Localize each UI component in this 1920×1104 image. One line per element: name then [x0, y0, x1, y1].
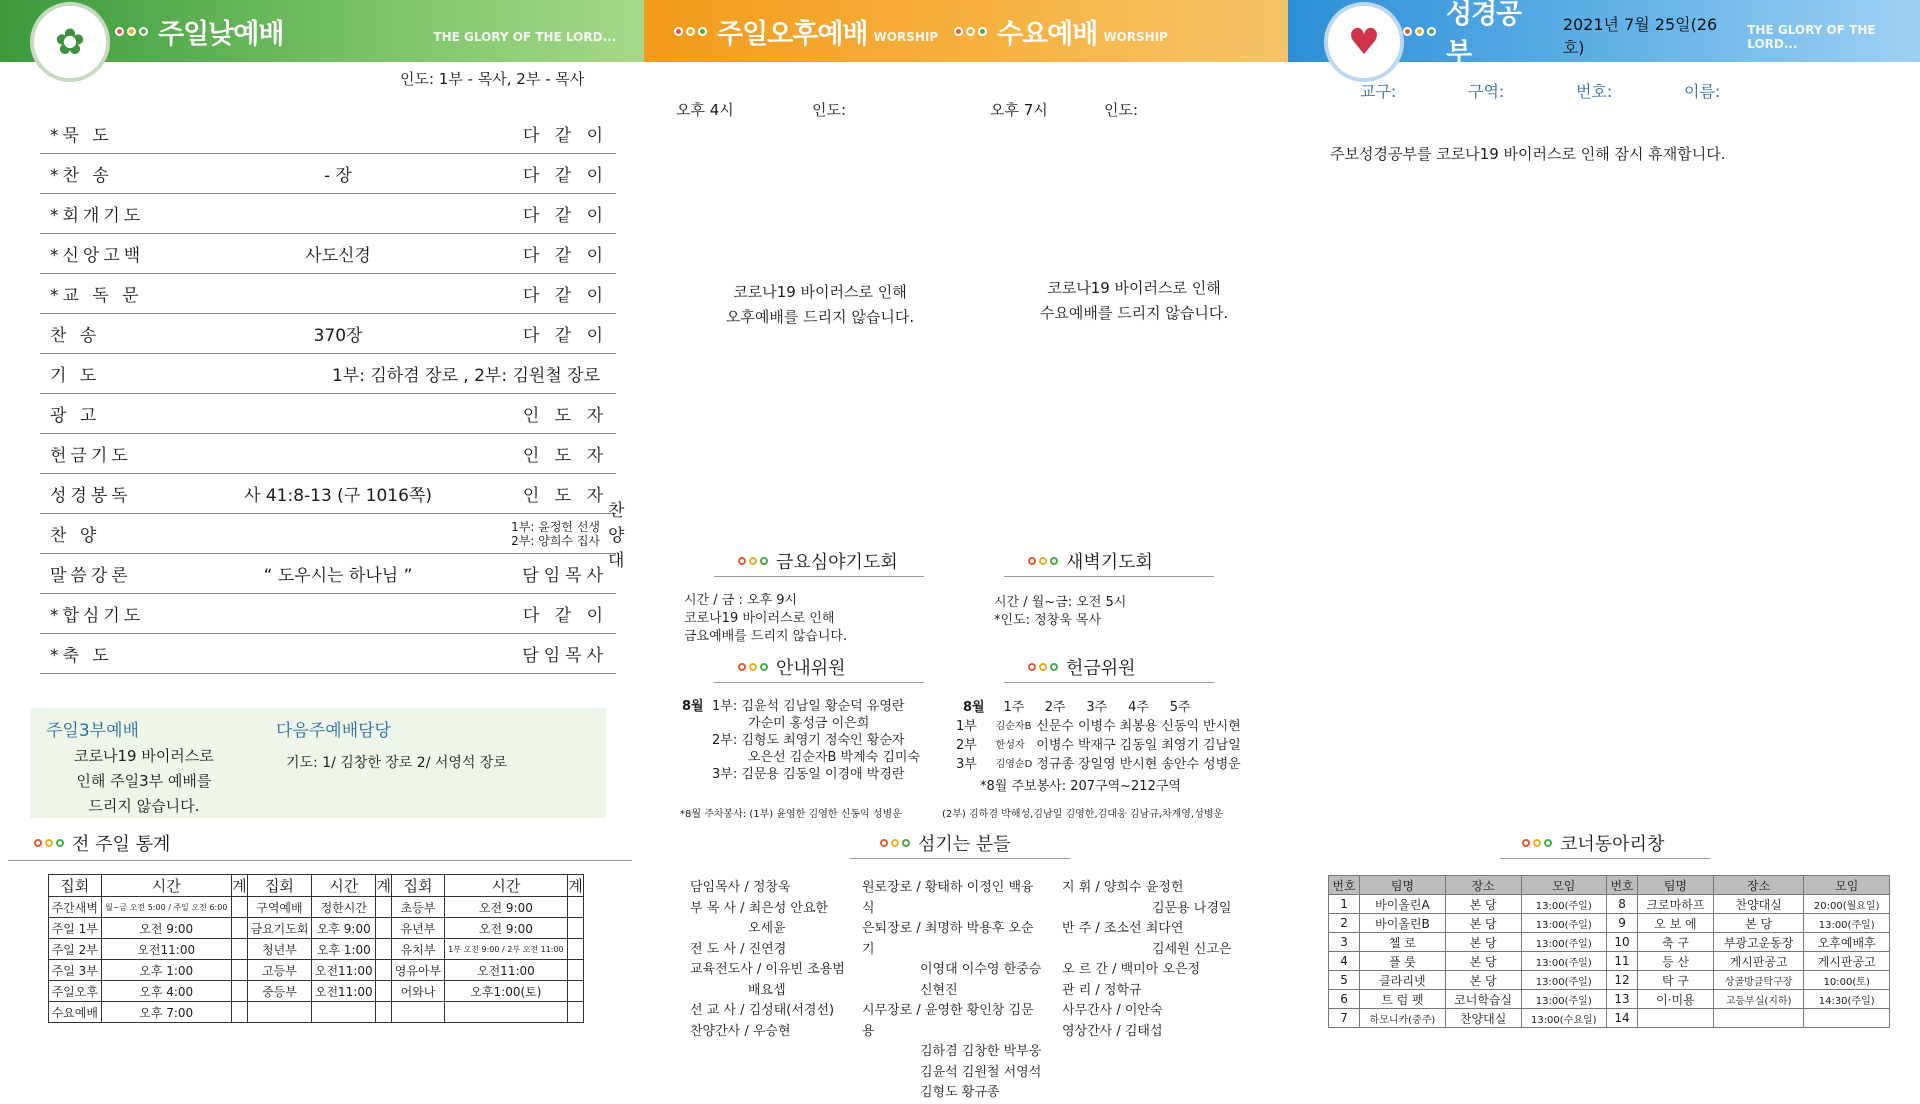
- stats-cell: [376, 960, 392, 981]
- stats-cell: 중등부: [247, 981, 311, 1002]
- next-duty-text: 기도: 1/ 김창한 장로 2/ 서영석 장로: [286, 755, 507, 771]
- offering-cell: 신동익: [1161, 719, 1200, 734]
- stats-header: 계: [568, 875, 584, 897]
- stats-row: [49, 939, 584, 960]
- choir-cell: 바이올린A: [1360, 895, 1446, 914]
- order-item-name: 성경봉독: [50, 486, 132, 506]
- stats-cell: 오후 9:00: [312, 918, 376, 939]
- choir-header: 모임: [1804, 876, 1890, 895]
- header-title: 주일낮예배: [158, 18, 284, 50]
- order-item-name: *묵 도: [50, 126, 113, 146]
- order-row: [40, 234, 616, 274]
- servants-title: 섬기는 분들: [880, 830, 1011, 856]
- servant-line: 김형도 황규종: [920, 1085, 1000, 1100]
- stats-cell: 오전11:00: [444, 960, 567, 981]
- stats-cell: 오전11:00: [312, 981, 376, 1002]
- offering-cell: 3부: [956, 757, 977, 772]
- stats-cell: 영유아부: [392, 960, 445, 981]
- order-item-name: 헌금기도: [50, 446, 132, 466]
- stats-header: 집회: [392, 875, 445, 897]
- stats-cell: [231, 897, 247, 918]
- choir-cell: 상골방클탁구장: [1713, 971, 1804, 990]
- choir-cell: [1804, 1009, 1890, 1028]
- choir-title: 코너동아리창: [1522, 830, 1664, 856]
- divider: [1004, 682, 1214, 683]
- choir-row: [1329, 952, 1890, 971]
- order-row: [40, 474, 616, 514]
- header-title: 수요예배: [997, 18, 1098, 50]
- order-item-leader: 다 같 이: [522, 206, 608, 226]
- third-service-title: 주일3부예배: [46, 721, 139, 741]
- stats-cell: [376, 981, 392, 1002]
- offering-header: 5주: [1169, 700, 1191, 715]
- offering-cell: 신문수: [1036, 719, 1074, 734]
- choir-cell: 13:00(주일): [1521, 990, 1607, 1009]
- stats-cell: 주일오후: [49, 981, 102, 1002]
- choir-cell: [1713, 1009, 1804, 1028]
- stats-cell: 오후 1:00: [312, 939, 376, 960]
- servant-line: 관 리 / 정학규: [1062, 982, 1142, 998]
- divider: [714, 576, 924, 577]
- servant-line: 이영대 이수영 한중승: [920, 962, 1042, 977]
- stats-cell: [568, 1002, 584, 1023]
- choir-cell: 10: [1607, 933, 1638, 952]
- offering-cell: 최봉용: [1119, 719, 1158, 734]
- stats-cell: [376, 918, 392, 939]
- wednesday-time: 오후 7시: [990, 101, 1048, 119]
- order-item-detail: - 장: [324, 166, 352, 186]
- choir-cell: 클라리넷: [1360, 971, 1446, 990]
- stats-cell: 오후 4:00: [101, 981, 231, 1002]
- ushers-list: 8월 1부: 김윤석 김남일 황순덕 유영란 가순미 홍성금 이은희 2부: 김형도 최영기 정숙인 황순자 오은선 김순자B 박계숙 김미숙 3부: 김문용 김동일 이경애 박경란: [682, 699, 921, 782]
- servant-line: 김윤석 김원철 서영석: [920, 1064, 1042, 1080]
- order-row: [40, 354, 616, 394]
- choir-cell: 20:00(월요일): [1804, 895, 1890, 914]
- stats-cell: [231, 939, 247, 960]
- stats-cell: [392, 1002, 445, 1023]
- order-row: [40, 114, 616, 154]
- choir-cell: 오 보 에: [1638, 914, 1714, 933]
- stats-cell: [312, 1002, 376, 1023]
- order-item-leader: 인 도 자: [522, 446, 608, 466]
- order-row: [40, 394, 616, 434]
- offering-header: 8월: [963, 700, 985, 715]
- choir-cell: 13:00(주일): [1521, 933, 1607, 952]
- morning-leaders: 인도: 1부 - 목사, 2부 - 목사: [400, 70, 585, 88]
- choir-cell: 본 당: [1445, 933, 1521, 952]
- stats-cell: 금요기도회: [247, 918, 311, 939]
- study-field-label: 이름:: [1684, 82, 1721, 101]
- order-item-leader: 다 같 이: [522, 246, 608, 266]
- offering-table: [954, 696, 1243, 772]
- order-item-name: 찬 송: [50, 326, 101, 346]
- order-item-leader: 담임목사: [522, 646, 608, 666]
- stats-row: [49, 1002, 584, 1023]
- servant-line: 오 르 간 / 백미아 오은정: [1062, 962, 1201, 977]
- stats-cell: 주간새벽: [49, 897, 102, 918]
- choir-cell: 13:00(주일): [1521, 895, 1607, 914]
- stats-cell: 1부 오전 9:00 / 2부 오전 11:00: [444, 939, 567, 960]
- stats-header: 계: [231, 875, 247, 897]
- divider: [1500, 858, 1710, 859]
- stats-cell: 주일 1부: [49, 918, 102, 939]
- servant-line: 찬양간사 / 우승현: [690, 1023, 791, 1039]
- choir-cell: 고등부실(지하): [1713, 990, 1804, 1009]
- stats-cell: 어와나: [392, 981, 445, 1002]
- order-row: [40, 554, 616, 594]
- choir-cell: 크로마하프: [1638, 895, 1714, 914]
- order-item-detail: 1부: 김하겸 장로 , 2부: 김원철 장로: [332, 366, 600, 386]
- parking-duty: *8월 주차봉사: (1부) 윤영한 김영한 신동익 성병운: [680, 809, 902, 820]
- stats-cell: [568, 981, 584, 1002]
- choir-cell: 7: [1329, 1009, 1360, 1028]
- stats-cell: 오후 7:00: [101, 1002, 231, 1023]
- stats-cell: 정한시간: [312, 897, 376, 918]
- order-item-leader: 다 같 이: [522, 126, 608, 146]
- offering-cell: 장일영: [1077, 757, 1116, 772]
- order-row: [40, 434, 616, 474]
- order-item-name: *신앙고백: [50, 246, 145, 266]
- choir-cell: 5: [1329, 971, 1360, 990]
- offering-cell: 김순자B: [995, 721, 1032, 732]
- servant-line: 김하겸 김창한 박부웅: [920, 1044, 1042, 1059]
- servant-line: 오세윤: [748, 921, 786, 936]
- choir-cell: 첼 로: [1360, 933, 1446, 952]
- stats-header: 계: [376, 875, 392, 897]
- offering-cell: 반시현: [1203, 719, 1241, 734]
- choir-cell: 트 럼 펫: [1360, 990, 1446, 1009]
- stats-cell: 청년부: [247, 939, 311, 960]
- dawn-text: 시간 / 월~금: 오전 5시 *인도: 정창욱 목사: [994, 595, 1127, 628]
- servant-line: 선 교 사 / 김성태(서경선): [690, 1003, 835, 1018]
- header-tagline: WORSHIP: [873, 30, 939, 44]
- stats-cell: [376, 939, 392, 960]
- servants-col-1: [690, 878, 860, 1042]
- choir-cell: 1: [1329, 895, 1360, 914]
- offering-row: [954, 734, 1243, 753]
- servant-line: 배요셉: [748, 982, 786, 998]
- offering-cell: 김동일: [1119, 738, 1158, 753]
- choir-cell: [1638, 1009, 1714, 1028]
- order-item-leader: 다 같 이: [522, 606, 608, 626]
- choir-row: [1329, 971, 1890, 990]
- choir-cell: 게시판공고: [1713, 952, 1804, 971]
- stats-table: [48, 874, 584, 1023]
- offering-cell: 이병수: [1077, 719, 1116, 734]
- choir-cell: 오후예배후: [1804, 933, 1890, 952]
- header-dots: [115, 27, 148, 36]
- stats-cell: [231, 960, 247, 981]
- stats-cell: 월~금 오전 5:00 / 주일 오전 6:00: [101, 897, 231, 918]
- order-item-name: *축 도: [50, 646, 113, 666]
- stats-cell: [231, 1002, 247, 1023]
- dawn-title: 새벽기도회: [1028, 548, 1153, 574]
- stats-cell: [376, 897, 392, 918]
- offering-cell: 성병운: [1203, 757, 1241, 772]
- stats-row: [49, 897, 584, 918]
- offering-row: [954, 753, 1243, 772]
- third-service-text: 코로나19 바이러스로 인해 주일3부 예배를 드리지 않습니다.: [74, 747, 214, 815]
- divider: [8, 860, 632, 861]
- offering-cell: 김영순D: [995, 759, 1033, 770]
- choir-cell: 찬양대실: [1445, 1009, 1521, 1028]
- header-afternoon: [644, 0, 1288, 62]
- wednesday-notice: 코로나19 바이러스로 인해 수요예배를 드리지 않습니다.: [1039, 279, 1229, 322]
- stats-cell: [568, 960, 584, 981]
- bulletin-date: 2021년 7월 25일(26호): [1562, 15, 1718, 57]
- choir-cell: 이·미용: [1638, 990, 1714, 1009]
- offering-header: 1주: [1003, 700, 1025, 715]
- stats-row: [49, 960, 584, 981]
- stats-cell: 주일 3부: [49, 960, 102, 981]
- choir-header: 팀명: [1360, 876, 1446, 895]
- order-item-leader: 인 도 자: [522, 486, 608, 506]
- choir-cell: 탁 구: [1638, 971, 1714, 990]
- stats-cell: [231, 918, 247, 939]
- stats-cell: 유년부: [392, 918, 445, 939]
- servant-line: 지 휘 / 양희수 윤정헌: [1062, 880, 1184, 895]
- stats-cell: 주일 2부: [49, 939, 102, 960]
- choir-cell: 14: [1607, 1009, 1638, 1028]
- offering-cell: 한성자: [995, 740, 1025, 751]
- friday-text: 시간 / 금 : 오후 9시 코로나19 바이러스로 인해 금요예배를 드리지 않습니다.: [684, 593, 848, 644]
- stats-cell: 오전 9:00: [444, 897, 567, 918]
- stats-row: [49, 981, 584, 1002]
- choir-header: 장소: [1713, 876, 1804, 895]
- servant-line: 은퇴장로 / 최명하 박용후 오순기: [862, 921, 1034, 957]
- choir-cell: 바이올린B: [1360, 914, 1446, 933]
- stats-cell: [568, 939, 584, 960]
- parking-duty-2: (2부) 김하겸 박해성,김남일 김영한,김대웅 김남규,차계영,성병운: [942, 809, 1224, 820]
- choir-cell: 2: [1329, 914, 1360, 933]
- header-tagline: THE GLORY OF THE LORD...: [433, 30, 617, 44]
- choir-row: [1329, 990, 1890, 1009]
- stats-cell: 오후1:00(토): [444, 981, 567, 1002]
- order-item-name: *찬 송: [50, 166, 113, 186]
- ushers-title: 안내위원: [738, 654, 846, 680]
- choir-cell: 하모니카(중주): [1360, 1009, 1446, 1028]
- servant-line: 김세원 신고은: [1152, 941, 1232, 957]
- stats-cell: 초등부: [392, 897, 445, 918]
- choir-row: [1329, 1009, 1890, 1028]
- offering-cell: 1부: [956, 719, 977, 734]
- choir-header: 모임: [1521, 876, 1607, 895]
- divider: [714, 682, 924, 683]
- study-field-label: 번호:: [1576, 82, 1613, 101]
- order-item-name: 기 도: [50, 366, 101, 386]
- order-item-leader: 다 같 이: [522, 166, 608, 186]
- offering-cell: 반시현: [1119, 757, 1158, 772]
- stats-header: 집회: [49, 875, 102, 897]
- order-item-name: 광 고: [50, 406, 101, 426]
- choir-cell: 10:00(토): [1804, 971, 1890, 990]
- stats-cell: 유치부: [392, 939, 445, 960]
- servant-line: 전 도 사 / 진연경: [690, 941, 787, 957]
- order-row: [40, 634, 616, 674]
- choir-table: [1328, 875, 1890, 1028]
- choir-cell: 6: [1329, 990, 1360, 1009]
- order-item-detail: “ 도우시는 하나님 ”: [263, 566, 413, 586]
- choir-header: 번호: [1329, 876, 1360, 895]
- choir-cell: 게시판공고: [1804, 952, 1890, 971]
- choir-cell: 13:00(주일): [1521, 971, 1607, 990]
- stats-cell: [247, 1002, 311, 1023]
- offering-cell: 2부: [956, 738, 977, 753]
- stats-cell: 오전 9:00: [101, 918, 231, 939]
- servants-col-3: [1062, 878, 1242, 1042]
- stats-cell: [568, 918, 584, 939]
- servant-line: 반 주 / 조소선 최다연: [1062, 921, 1184, 936]
- choir-cell: 13:00(수요일): [1521, 1009, 1607, 1028]
- order-item-leader: 찬 양 대: [608, 501, 630, 571]
- stats-header: 시간: [444, 875, 567, 897]
- choir-cell: 13:00(주일): [1521, 914, 1607, 933]
- offering-cell: 이병수: [1036, 738, 1074, 753]
- choir-cell: 13:00(주일): [1521, 952, 1607, 971]
- order-item-name: 찬 양: [50, 526, 101, 546]
- servant-line: 원로장로 / 황태하 이정인 백융식: [862, 880, 1034, 916]
- choir-cell: 4: [1329, 952, 1360, 971]
- order-item-detail: 1부: 윤정헌 선생 2부: 양희수 집사: [511, 519, 600, 548]
- servant-line: 시무장로 / 윤영한 황인창 김문용: [862, 1003, 1034, 1039]
- heart-hands-icon: ♥: [1324, 2, 1404, 82]
- choir-header: 번호: [1607, 876, 1638, 895]
- stats-cell: [376, 1002, 392, 1023]
- servant-line: 교육전도사 / 이유빈 조용범: [690, 962, 845, 977]
- choir-cell: 본 당: [1445, 952, 1521, 971]
- order-item-leader: 담임목사: [522, 566, 608, 586]
- choir-cell: 11: [1607, 952, 1638, 971]
- offering-title: 헌금위원: [1028, 654, 1136, 680]
- stats-title: 전 주일 통계: [34, 830, 170, 856]
- wednesday-leader: 인도:: [1104, 101, 1139, 119]
- servant-line: 부 목 사 / 최은성 안요한: [690, 900, 829, 916]
- order-row: [40, 501, 630, 571]
- servant-line: 김문용 나경일: [1152, 900, 1232, 916]
- choir-cell: 본 당: [1445, 914, 1521, 933]
- next-duty-title: 다음주예배담당: [276, 721, 391, 741]
- stats-header: 시간: [312, 875, 376, 897]
- offering-header: 2주: [1044, 700, 1066, 715]
- choir-cell: 축 구: [1638, 933, 1714, 952]
- servant-line: 신현진: [920, 982, 958, 998]
- stats-cell: 오전11:00: [312, 960, 376, 981]
- header-tagline: THE GLORY OF THE LORD...: [1747, 23, 1876, 51]
- offering-row: [954, 715, 1243, 734]
- afternoon-leader: 인도:: [812, 101, 847, 119]
- stats-cell: 오후 1:00: [101, 960, 231, 981]
- stats-cell: [231, 981, 247, 1002]
- header-title: 주일오후예배: [717, 18, 868, 50]
- order-item-leader: 다 같 이: [522, 286, 608, 306]
- offering-header: 3주: [1086, 700, 1108, 715]
- choir-cell: 본 당: [1445, 971, 1521, 990]
- study-field-label: 구역:: [1468, 82, 1505, 101]
- afternoon-time: 오후 4시: [676, 101, 734, 119]
- servants-col-2: [862, 878, 1042, 1104]
- servant-line: 사무간사 / 이안숙: [1062, 1003, 1163, 1018]
- order-row: [40, 154, 616, 194]
- divider: [1004, 576, 1214, 577]
- choir-row: [1329, 933, 1890, 952]
- choir-cell: 등 산: [1638, 952, 1714, 971]
- stats-header: 시간: [101, 875, 231, 897]
- order-row: [40, 274, 616, 314]
- info-box: [30, 708, 606, 818]
- afternoon-notice: 코로나19 바이러스로 인해 오후예배를 드리지 않습니다.: [725, 283, 915, 326]
- stats-cell: 구역예배: [247, 897, 311, 918]
- offering-cell: 송안수: [1161, 757, 1200, 772]
- order-item-detail: 사도신경: [305, 246, 371, 266]
- offering-cell: 정규종: [1036, 757, 1074, 772]
- choir-row: [1329, 914, 1890, 933]
- order-item-detail: 사 41:8-13 (구 1016쪽): [244, 486, 432, 506]
- choir-cell: 코너학습실: [1445, 990, 1521, 1009]
- order-item-name: *교 독 문: [50, 286, 143, 306]
- header-title: 성경공부: [1446, 0, 1522, 69]
- choir-cell: 13:00(주일): [1804, 914, 1890, 933]
- header-tagline: WORSHIP: [1103, 30, 1168, 44]
- stats-row: [49, 918, 584, 939]
- stats-cell: [568, 897, 584, 918]
- offering-cell: 김남일: [1203, 738, 1241, 753]
- choir-header: 장소: [1445, 876, 1521, 895]
- choir-cell: 찬양대실: [1713, 895, 1804, 914]
- choir-cell: 본 당: [1713, 914, 1804, 933]
- stats-cell: [444, 1002, 567, 1023]
- order-item-leader: 인 도 자: [522, 406, 608, 426]
- plant-hands-icon: ✿: [30, 2, 110, 82]
- stats-cell: 오전 9:00: [444, 918, 567, 939]
- choir-cell: 12: [1607, 971, 1638, 990]
- choir-cell: 3: [1329, 933, 1360, 952]
- choir-cell: 본 당: [1445, 895, 1521, 914]
- stats-cell: 오전11:00: [101, 939, 231, 960]
- order-row: [40, 314, 616, 354]
- choir-cell: 14:30(주일): [1804, 990, 1890, 1009]
- choir-cell: 부광고운동장: [1713, 933, 1804, 952]
- study-notice: 주보성경공부를 코로나19 바이러스로 인해 잠시 휴재합니다.: [1330, 145, 1726, 163]
- divider: [850, 858, 1070, 859]
- order-row: [40, 194, 616, 234]
- servant-line: 담임목사 / 정창욱: [690, 880, 791, 895]
- choir-cell: 8: [1607, 895, 1638, 914]
- order-item-detail: 370장: [313, 326, 363, 346]
- order-item-leader: 다 같 이: [522, 326, 608, 346]
- choir-cell: 13: [1607, 990, 1638, 1009]
- choir-header: 팀명: [1638, 876, 1714, 895]
- offering-cell: 최영기: [1161, 738, 1200, 753]
- order-item-name: *합심기도: [50, 606, 145, 626]
- choir-cell: 9: [1607, 914, 1638, 933]
- order-item-name: *회개기도: [50, 206, 145, 226]
- stats-header: 집회: [247, 875, 311, 897]
- order-row: [40, 594, 616, 634]
- stats-cell: 수요예배: [49, 1002, 102, 1023]
- offering-header: 4주: [1128, 700, 1149, 715]
- study-field-label: 교구:: [1360, 82, 1397, 101]
- bulletin-duty: *8월 주보봉사: 207구역~212구역: [980, 779, 1181, 794]
- servant-line: 영상간사 / 김태섭: [1062, 1023, 1163, 1039]
- order-item-name: 말씀강론: [50, 566, 132, 586]
- friday-title: 금요심야기도회: [738, 548, 898, 574]
- offering-cell: 박재구: [1077, 738, 1116, 753]
- choir-cell: 플 룻: [1360, 952, 1446, 971]
- choir-row: [1329, 895, 1890, 914]
- stats-cell: 고등부: [247, 960, 311, 981]
